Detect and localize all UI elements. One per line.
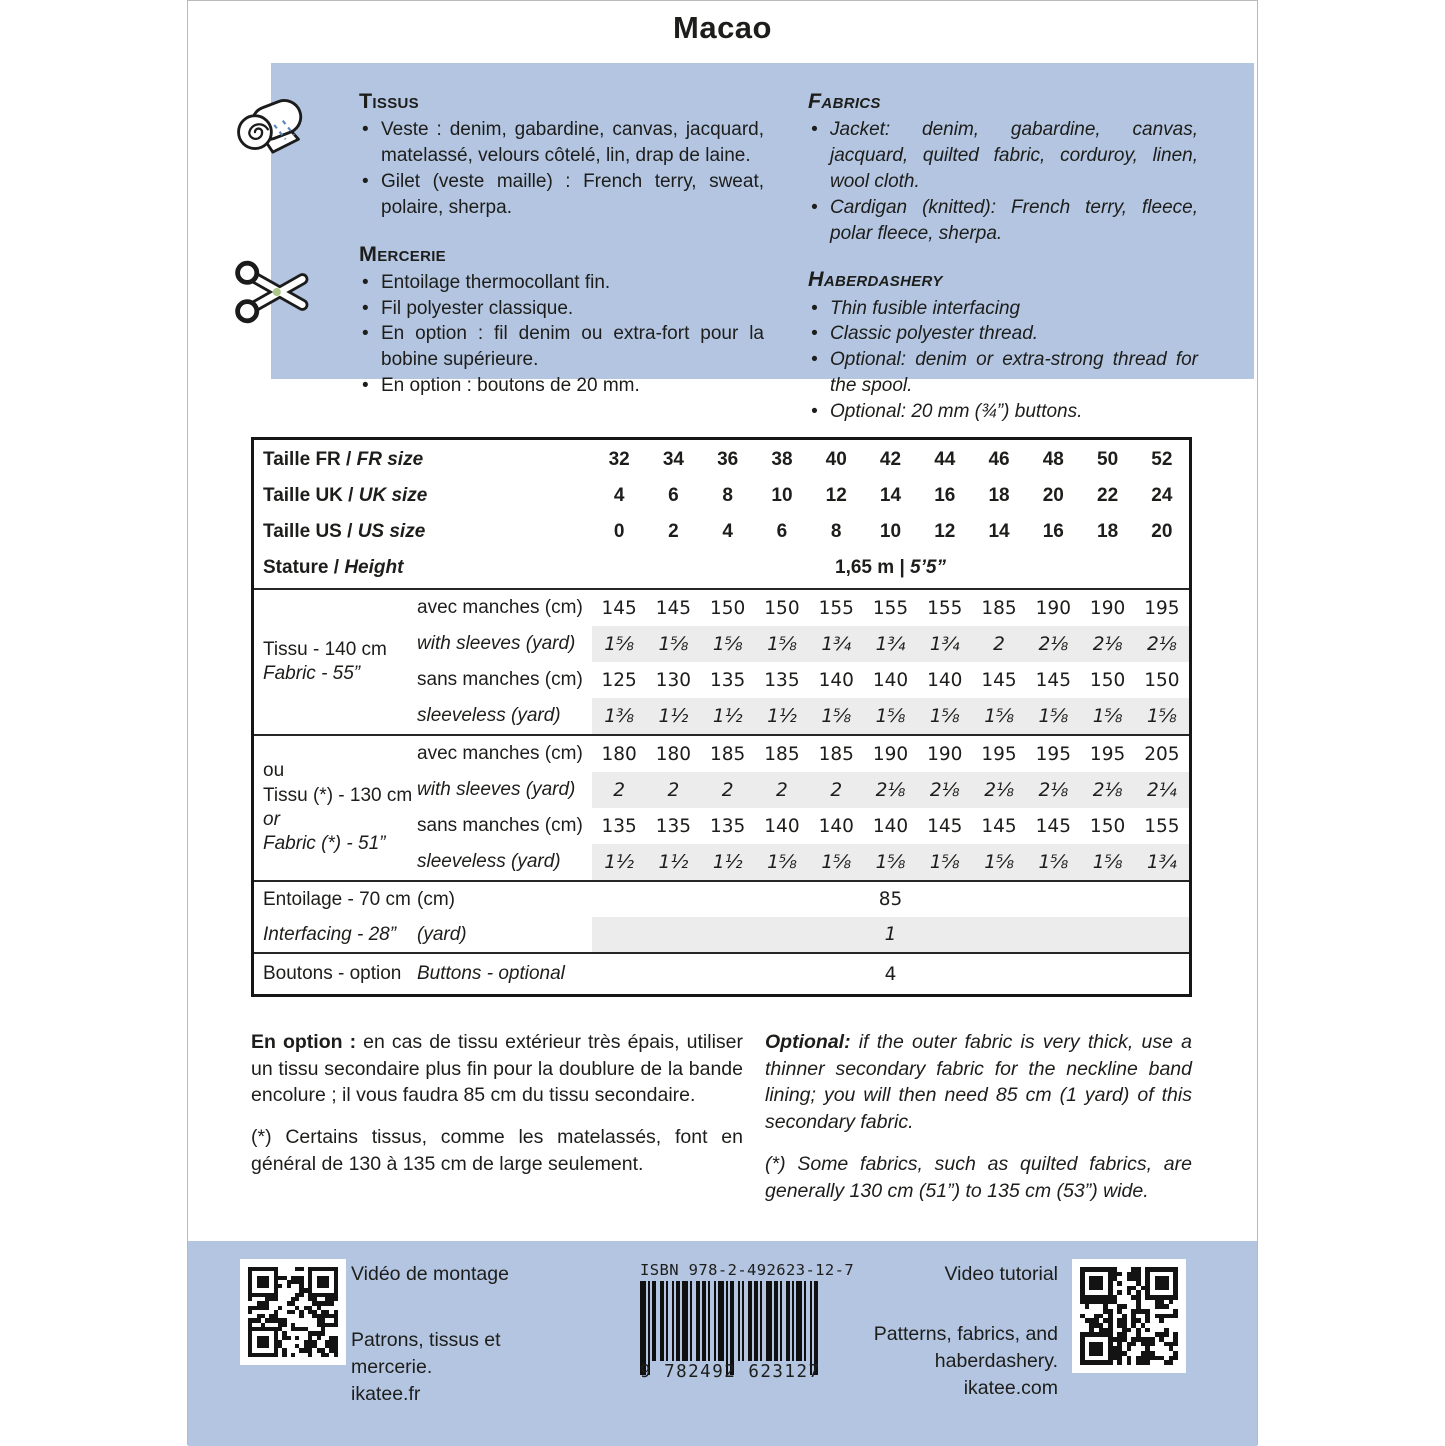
fabric-cell: 135 [764,669,800,691]
note-text: (*) Some fabrics, such as quilted fabrics, are generally 130 cm (51”) to 135 cm (53”) wide. [765,1152,1192,1202]
bullet-item [808,399,1198,425]
fabric-cell: 135 [601,815,637,837]
fabric-cell: 145 [655,597,692,619]
bullet-icon: • [362,170,369,192]
interfacing-label: Interfacing - 28” [263,923,397,945]
section-heading: Haberdashery [808,267,943,292]
fabric-cell: 190 [1035,597,1071,619]
fabric-group [254,734,1189,880]
interfacing-row [254,917,1189,952]
fabric-cell: 190 [872,743,909,765]
fabric-row [417,626,1189,662]
fabric-cell: 145 [981,815,1017,837]
fabric-cell: 1¾ [821,633,852,655]
size-cell: 6 [776,521,788,542]
fabric-cell: 205 [1144,743,1180,765]
fabric-cell: 155 [927,597,963,619]
size-cell: 32 [608,449,630,470]
bullet-item [808,347,1198,399]
size-cell: 12 [825,485,847,506]
fabric-cell: 1⅝ [1038,705,1069,727]
page-title: Macao [673,10,772,45]
fabric-cell: 150 [1144,669,1180,691]
note-lead: En option : [251,1031,357,1053]
fabric-cell: 1½ [712,851,743,873]
bullet-item [359,270,764,296]
bullet-text: Optional: denim or extra-strong thread for the spool. [830,349,1198,397]
footer-right-label: Video tutorial [944,1263,1058,1285]
size-cell: 4 [722,521,733,542]
fabric-cell: 1¾ [1147,851,1177,873]
size-table [251,437,1192,997]
fabric-cell: 185 [764,743,800,765]
barcode-digits: 9 782492 623127 [640,1362,821,1382]
materials-column-fr [359,87,764,425]
materials-panel [271,63,1254,422]
note-paragraph [251,1029,743,1109]
size-row-label: Taille US / US size [263,521,426,542]
fabric-cell: 1⅝ [984,851,1014,873]
fabric-row-sublabel: with sleeves (yard) [417,633,576,654]
fabric-cell: 195 [1089,743,1126,765]
fabric-row-sublabel: sans manches (cm) [417,815,583,836]
size-cell: 48 [1042,449,1064,470]
interfacing-value: 85 [878,889,903,910]
fabric-row-sublabel: avec manches (cm) [417,743,583,764]
fabric-cell: 1½ [658,705,689,727]
materials-section [359,240,764,399]
fabric-row-sublabel: sleeveless (yard) [417,705,561,726]
fabric-cell: 1⅝ [767,633,797,655]
fabric-cell: 2 [667,779,680,801]
fabric-cell: 1½ [658,851,689,873]
fabric-cell: 2⅛ [1092,633,1123,655]
fabric-row-sublabel: sans manches (cm) [417,669,583,690]
size-row [254,442,1189,478]
footer-left-caption [351,1327,501,1408]
size-cell: 14 [879,485,902,506]
bullet-text: Thin fusible interfacing [830,297,1021,319]
size-cell: 2 [668,521,679,542]
fabric-cell: 1⅝ [604,633,634,655]
fabric-cell: 1½ [712,705,743,727]
section-heading: Tissus [359,89,419,113]
video-tutorial-qr-code-fr [240,1259,346,1365]
fabric-cell: 1⅝ [929,851,960,873]
materials-section [808,87,1198,246]
bullet-icon: • [362,375,369,397]
bullet-icon: • [811,196,818,218]
barcode-icon [640,1281,860,1375]
bullet-text: Veste : denim, gabardine, canvas, jacquard, matelassé, velours côtelé, lin, drap de laine. [381,119,764,167]
size-cell: 22 [1097,485,1119,506]
bullet-item [359,321,764,373]
isbn-text: ISBN 978-2-492623-12-7 [640,1261,855,1279]
fabric-row [417,590,1189,626]
materials-section [808,265,1198,424]
bullet-icon: • [362,323,369,345]
fabric-cell: 1⅝ [929,705,960,727]
fabric-cell: 135 [655,815,692,837]
size-cell: 4 [613,485,625,506]
fabric-cell: 185 [981,597,1017,619]
fabric-cell: 145 [981,669,1017,691]
fabric-cell: 2 [830,779,843,801]
fabric-cell: 2 [993,633,1005,655]
fabric-row-sublabel: avec manches (cm) [417,597,583,618]
size-cell: 34 [662,449,684,470]
fabric-cell: 1⅝ [658,633,689,655]
fabric-cell: 145 [1035,815,1071,837]
fabric-cell: 1¾ [929,633,960,655]
interfacing-unit: (cm) [417,888,455,910]
caption-line: mercerie. [351,1355,433,1378]
note-paragraph [765,1029,1192,1136]
fabric-roll-icon [230,83,312,167]
size-cell: 8 [722,485,733,506]
fabric-cell: 2⅛ [1038,779,1069,801]
size-cell: 0 [613,521,625,542]
note-paragraph [251,1124,743,1177]
buttons-row [254,954,1189,994]
bullet-text: Fil polyester classique. [381,297,574,319]
fabric-cell: 2⅛ [1092,779,1123,801]
fabric-row [417,808,1189,844]
pattern-page [187,0,1258,1445]
fabric-cell: 2¼ [1147,779,1177,801]
size-row-label: Taille UK / UK size [263,485,428,506]
fabric-row-sublabel: sleeveless (yard) [417,851,561,872]
bullet-item [808,117,1198,194]
fabric-cell: 2 [776,779,788,801]
caption-line: Patterns, fabrics, and [873,1323,1058,1345]
bullet-item [359,373,764,399]
fabric-cell: 1⅝ [1147,705,1177,727]
note-text: (*) Certains tissus, comme les matelassés, font en général de 130 à 135 cm de large seulement. [251,1126,743,1175]
size-cell: 18 [988,485,1010,506]
fabric-cell: 145 [1035,669,1071,691]
note-text: if the outer fabric is very thick, use a thinner secondary fabric for the neckline band lining; you will then need 85 cm (1 yard) of this secondary fabric. [765,1031,1192,1134]
stature-label: Stature / Height [263,557,404,578]
fabric-cell: 140 [872,669,909,691]
buttons-label-fr: Boutons - option [263,963,402,984]
section-heading: Mercerie [359,241,446,266]
fabric-cell: 140 [818,669,854,691]
bullet-icon: • [362,297,369,319]
size-cell: 50 [1097,449,1119,470]
size-row [254,478,1189,514]
footer-left-label: Vidéo de montage [351,1263,509,1285]
bullet-icon: • [811,349,818,371]
size-cell: 38 [771,449,793,470]
fabric-cell: 195 [981,743,1017,765]
fabric-cell: 150 [764,597,800,619]
fabric-cell: 180 [655,743,692,765]
fabric-cell: 195 [1144,597,1180,619]
footer-bar [188,1241,1257,1446]
fabric-cell: 195 [1035,743,1071,765]
buttons-section [254,952,1189,994]
size-cell: 46 [988,449,1010,470]
section-heading: Fabrics [808,89,881,113]
caption-line: ikatee.com [963,1376,1058,1399]
size-cell: 36 [717,449,739,470]
size-cell: 20 [1042,485,1064,506]
fabric-cell: 190 [927,743,963,765]
buttons-value: 4 [884,963,897,985]
fabric-cell: 2 [613,779,626,801]
bullet-icon: • [811,400,818,422]
bullet-text: Gilet (veste maille) : French terry, sweat, polaire, sherpa. [381,170,764,218]
fabric-cell: 155 [872,597,909,619]
fabric-cell: 1⅝ [875,851,906,873]
fabric-cell: 2⅛ [1038,633,1069,655]
note-lead: Optional: [765,1031,851,1053]
size-cell: 10 [771,485,793,506]
fabric-row [417,662,1189,698]
fabric-cell: 2⅛ [984,779,1014,801]
fabric-cell: 145 [927,815,963,837]
fabric-cell: 180 [601,743,637,765]
size-cell: 44 [934,449,956,470]
fabric-cell: 1⅝ [1092,705,1123,727]
size-cell: 24 [1151,485,1173,506]
fabric-cell: 2⅛ [1147,633,1177,655]
fabric-cell: 1½ [604,851,634,873]
bullet-text: Optional: 20 mm (¾”) buttons. [830,400,1083,422]
fabric-cell: 1⅝ [712,633,743,655]
size-header-section [254,440,1189,588]
size-row-label: Taille FR / FR size [263,449,424,470]
interfacing-value: 1 [592,917,1189,952]
fabric-cell: 1⅜ [604,705,634,727]
size-cell: 12 [934,521,956,542]
fabric-cell: 150 [710,597,746,619]
size-cell: 42 [879,449,902,470]
fabric-cell: 140 [818,815,854,837]
size-cell: 6 [668,485,679,506]
fabric-row [417,772,1189,808]
bullet-text: Classic polyester thread. [830,323,1039,345]
size-cell: 16 [1042,521,1064,542]
fabric-cell: 1⅝ [1092,851,1123,873]
fabric-row-sublabel: with sleeves (yard) [417,779,576,800]
scissors-icon [232,251,312,333]
caption-line: haberdashery. [934,1349,1058,1372]
note-text: en cas de tissu extérieur très épais, utiliser un tissu secondaire plus fin pour la doublure de la bande encolure ; il vous faudra 85 cm du tissu secondaire. [251,1031,743,1107]
bullet-text: Cardigan (knitted): French terry, fleece, polar fleece, sherpa. [830,196,1198,244]
fabric-cell: 145 [601,597,637,619]
fabric-cell: 140 [927,669,963,691]
fabric-cell: 2 [721,779,734,801]
fabric-cell: 1⅝ [875,705,906,727]
fabric-cell: 150 [1089,669,1126,691]
bullet-text: En option : boutons de 20 mm. [381,375,640,397]
fabric-cell: 1⅝ [821,705,852,727]
size-cell: 40 [825,449,847,470]
bullet-item [808,296,1198,322]
bullet-item [808,195,1198,247]
footer-right-caption [874,1321,1058,1402]
size-cell: 16 [934,485,956,506]
fabric-row [417,844,1189,880]
bullet-item [359,296,764,322]
fabric-cell: 130 [655,669,692,691]
fabric-cell: 185 [710,743,746,765]
bullet-text: Jacket: denim, gabardine, canvas, jacquard, quilted fabric, corduroy, linen, wool cloth. [830,119,1198,192]
bullet-icon: • [811,297,818,319]
fabric-cell: 135 [710,669,746,691]
fabric-cell: 2⅛ [875,779,906,801]
size-cell: 14 [988,521,1010,542]
caption-line: Patrons, tissus et [351,1329,501,1351]
fabric-cell: 1⅝ [821,851,852,873]
interfacing-section [254,880,1189,952]
size-cell: 52 [1151,449,1173,470]
bullet-item [359,117,764,169]
bullet-item [808,321,1198,347]
notes-column-fr [251,1029,743,1204]
materials-section [359,87,764,221]
stature-value: 1,65 m | 5’5” [835,557,946,578]
fabric-cell: 140 [764,815,800,837]
size-row [254,514,1189,550]
bullet-text: En option : fil denim ou extra-fort pour la bobine supérieure. [381,323,764,371]
buttons-label-en: Buttons - optional [417,963,565,984]
interfacing-label: Entoilage - 70 cm [263,888,411,910]
size-cell: 8 [830,521,842,542]
interfacing-row [254,882,1189,917]
video-tutorial-qr-code-en [1072,1259,1186,1373]
fabric-cell: 140 [872,815,909,837]
size-cell: 10 [879,521,902,542]
fabric-cell: 1¾ [875,633,906,655]
fabric-cell: 185 [818,743,854,765]
bullet-icon: • [811,323,818,345]
fabric-group-label: ou Tissu (*) - 130 cm or Fabric (*) - 51” [263,760,413,855]
notes-section [251,1029,1192,1204]
stature-row [254,550,1189,586]
materials-column-en [808,87,1198,425]
bullet-icon: • [362,271,369,293]
fabric-cell: 190 [1089,597,1126,619]
fabric-cell: 125 [601,669,637,691]
fabric-cell: 2⅛ [929,779,960,801]
fabric-group [254,588,1189,734]
bullet-icon: • [362,119,369,141]
isbn-barcode-block [640,1261,860,1382]
bullet-icon: • [811,119,818,141]
fabric-row [417,698,1189,734]
fabric-cell: 155 [818,597,854,619]
notes-column-en [765,1029,1192,1204]
caption-line: ikatee.fr [351,1382,421,1405]
size-cell: 20 [1151,521,1173,542]
interfacing-unit: (yard) [417,923,467,945]
fabric-cell: 155 [1144,815,1180,837]
fabric-cell: 1⅝ [984,705,1014,727]
note-paragraph [765,1151,1192,1204]
size-cell: 18 [1097,521,1119,542]
bullet-item [359,169,764,221]
fabric-cell: 1⅝ [1038,851,1069,873]
fabric-cell: 1½ [767,705,797,727]
fabric-group-label: Tissu - 140 cm Fabric - 55” [263,638,387,684]
fabric-cell: 135 [710,815,746,837]
fabric-row [417,736,1189,772]
fabric-cell: 1⅝ [767,851,797,873]
fabric-cell: 150 [1089,815,1126,837]
bullet-text: Entoilage thermocollant fin. [381,271,611,293]
